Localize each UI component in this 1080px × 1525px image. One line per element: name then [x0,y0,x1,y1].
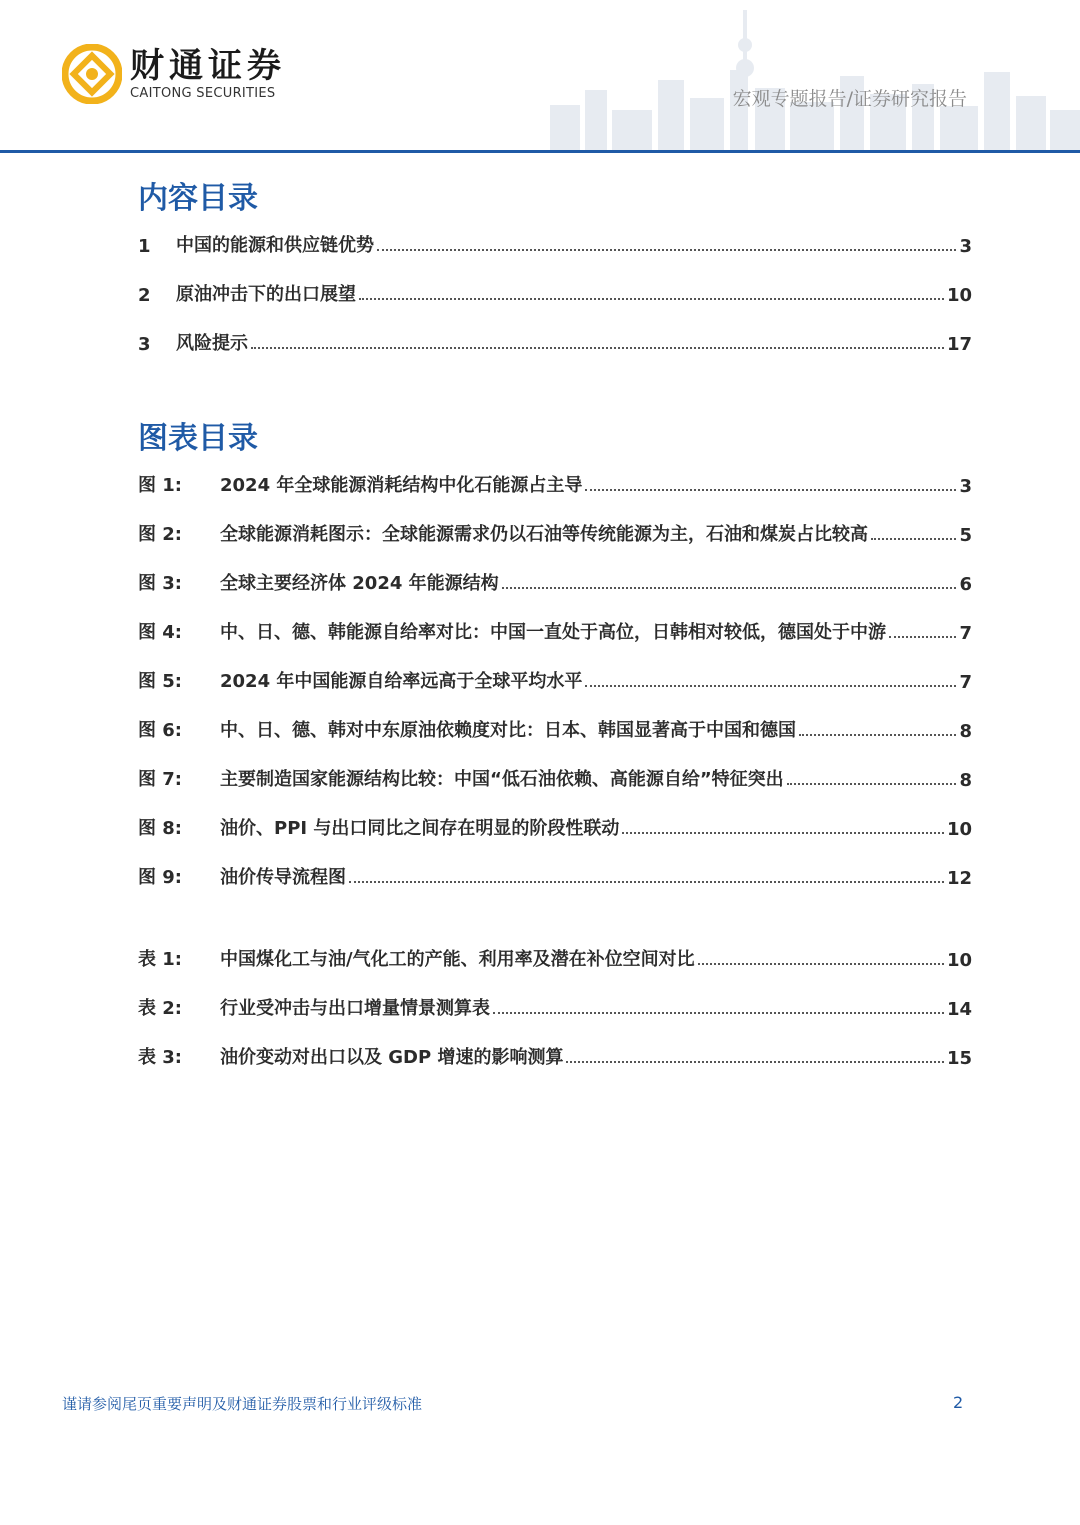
figure-label: 图 9: [138,867,182,888]
figure-page: 10 [946,819,972,840]
figure-label: 图 1: [138,475,182,496]
figure-entry[interactable] [138,716,972,742]
logo-english-name: CAITONG SECURITIES [130,85,276,101]
disclaimer-note: 谨请参阅尾页重要声明及财通证券股票和行业评级标准 [62,1395,423,1413]
figure-title: 主要制造国家能源结构比较：中国“低石油依赖、高能源自给”特征突出 [220,769,784,790]
figure-title: 全球主要经济体 2024 年能源结构 [220,573,499,594]
figure-entry[interactable] [138,618,972,644]
figure-title: 油价传导流程图 [220,867,346,888]
figure-label: 图 2: [138,524,182,545]
figures-title: 图表目录 [138,421,258,456]
figure-entry[interactable] [138,814,972,840]
figure-page: 3 [959,476,972,497]
dot-leader [359,298,944,300]
table-page: 10 [946,950,972,971]
figure-entry[interactable] [138,471,972,497]
figure-entry[interactable] [138,569,972,595]
table-entry[interactable] [138,1043,972,1069]
figure-label: 图 8: [138,818,182,839]
figure-title: 中、日、德、韩能源自给率对比：中国一直处于高位，日韩相对较低，德国处于中游 [220,622,886,643]
dot-leader [787,783,957,785]
figure-title: 全球能源消耗图示：全球能源需求仍以石油等传统能源为主，石油和煤炭占比较高 [220,524,868,545]
dot-leader [889,636,956,638]
page-number: 2 [953,1393,964,1412]
figure-entry[interactable] [138,667,972,693]
dot-leader [585,685,956,687]
table-label: 表 2: [138,998,182,1019]
toc-entry-title: 风险提示 [176,333,248,354]
toc-entry-number: 1 [138,236,151,257]
dot-leader [493,1012,944,1014]
toc-entry-number: 2 [138,285,151,306]
dot-leader [698,963,944,965]
table-title: 行业受冲击与出口增量情景测算表 [220,998,490,1019]
report-type: 宏观专题报告/证券研究报告 [732,88,967,110]
toc-entry-title: 原油冲击下的出口展望 [176,284,356,305]
figure-title: 中、日、德、韩对中东原油依赖度对比：日本、韩国显著高于中国和德国 [220,720,796,741]
dot-leader [871,538,956,540]
dot-leader [585,489,956,491]
figure-title: 油价、PPI 与出口同比之间存在明显的阶段性联动 [220,818,620,839]
toc-entry-page: 3 [959,236,972,257]
figure-title: 2024 年中国能源自给率远高于全球平均水平 [220,671,583,692]
caitong-logo-icon [62,44,122,104]
table-page: 14 [946,999,972,1020]
table-title: 中国煤化工与油/气化工的产能、利用率及潜在补位空间对比 [220,949,695,970]
figure-page: 8 [959,721,972,742]
figure-entry[interactable] [138,863,972,889]
figure-page: 7 [959,623,972,644]
figure-label: 图 3: [138,573,182,594]
city-skyline-graphic [540,10,1080,152]
company-logo [62,44,286,104]
dot-leader [251,347,944,349]
table-title: 油价变动对出口以及 GDP 增速的影响测算 [220,1047,564,1068]
figure-label: 图 7: [138,769,182,790]
dot-leader [502,587,957,589]
toc-entry-page: 10 [946,285,972,306]
dot-leader [622,832,944,834]
figure-title: 2024 年全球能源消耗结构中化石能源占主导 [220,475,583,496]
toc-entry-page: 17 [946,334,972,355]
figure-label: 图 6: [138,720,182,741]
figure-entry[interactable] [138,520,972,546]
toc-entry[interactable] [138,329,972,355]
toc-entry[interactable] [138,231,972,257]
toc-entry-title: 中国的能源和供应链优势 [176,235,374,256]
toc-title: 内容目录 [138,181,258,216]
table-page: 15 [946,1048,972,1069]
logo-chinese-name: 财通证券 [130,45,286,86]
dot-leader [349,881,944,883]
figure-page: 8 [959,770,972,791]
figure-entry[interactable] [138,765,972,791]
page-header [0,0,1080,156]
dot-leader [377,249,956,251]
dot-leader [566,1061,943,1063]
table-entry[interactable] [138,945,972,971]
figure-page: 7 [959,672,972,693]
figure-page: 6 [959,574,972,595]
figure-page: 12 [946,868,972,889]
toc-entry[interactable] [138,280,972,306]
table-entry[interactable] [138,994,972,1020]
header-divider [0,150,1080,153]
figure-page: 5 [959,525,972,546]
table-label: 表 1: [138,949,182,970]
table-label: 表 3: [138,1047,182,1068]
figure-label: 图 5: [138,671,182,692]
toc-entry-number: 3 [138,334,151,355]
figure-label: 图 4: [138,622,182,643]
dot-leader [799,734,956,736]
